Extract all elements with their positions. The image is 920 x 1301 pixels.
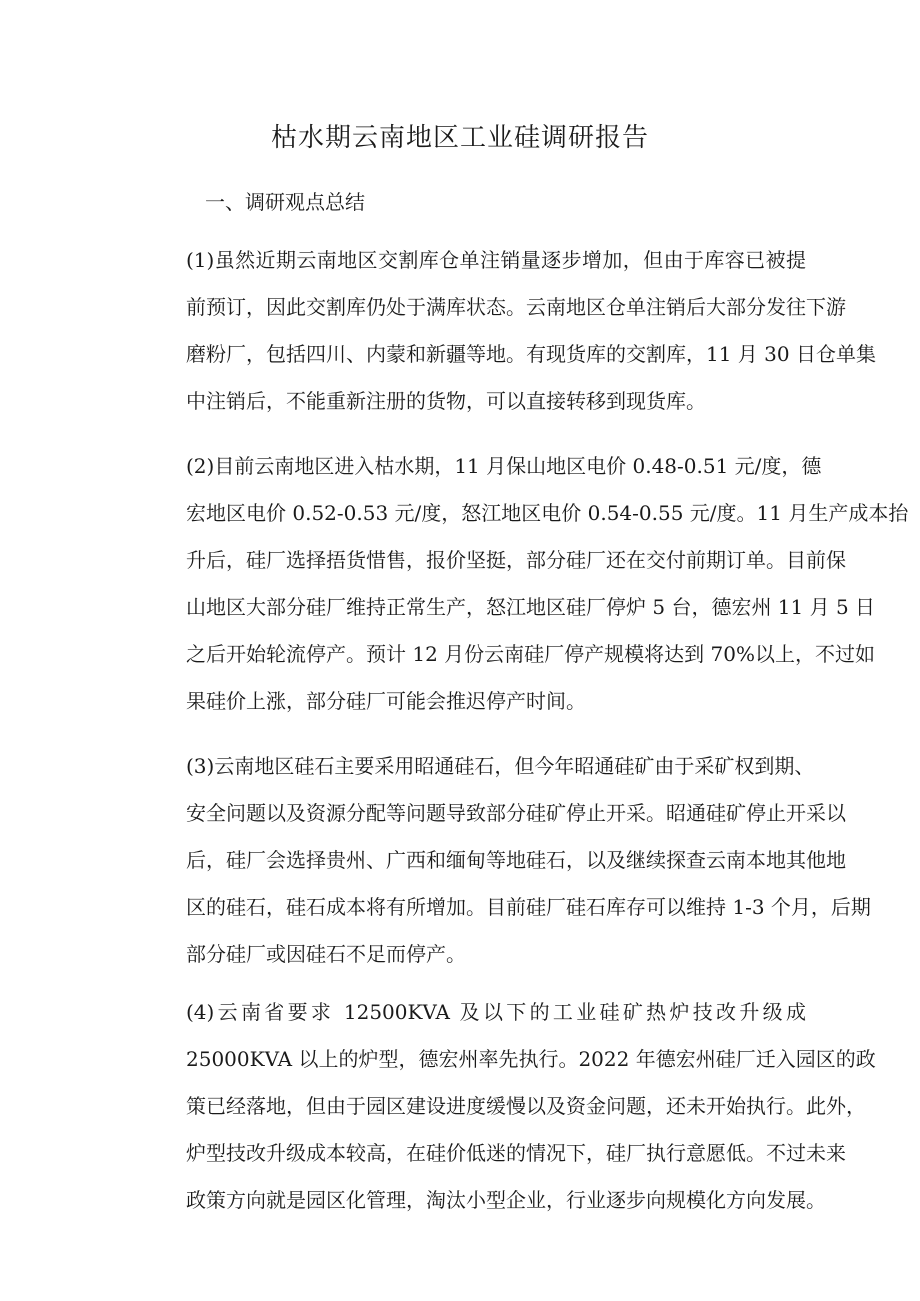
paragraph-line: 炉型技改升级成本较高，在硅价低迷的情况下，硅厂执行意愿低。不过未来 xyxy=(186,1141,846,1165)
paragraph-1 xyxy=(186,237,876,425)
paragraph-line: 前预订，因此交割库仍处于满库状态。云南地区仓单注销后大部分发往下游 xyxy=(186,295,846,319)
paragraph-line: 磨粉厂，包括四川、内蒙和新疆等地。有现货库的交割库，11 月 30 日仓单集 xyxy=(186,342,876,366)
paragraph-line: 山地区大部分硅厂维持正常生产，怒江地区硅厂停炉 5 台，德宏州 11 月 5 日 xyxy=(186,595,876,619)
paragraph-line: 果硅价上涨，部分硅厂可能会推迟停产时间。 xyxy=(186,689,586,713)
paragraph-2 xyxy=(186,443,909,725)
paragraph-line: 策已经落地，但由于园区建设进度缓慢以及资金问题，还未开始执行。此外， xyxy=(186,1094,866,1118)
paragraph-line: 升后，硅厂选择捂货惜售，报价坚挺，部分硅厂还在交付前期订单。目前保 xyxy=(186,548,846,572)
paragraph-line: 部分硅厂或因硅石不足而停产。 xyxy=(186,942,466,966)
paragraph-line: 之后开始轮流停产。预计 12 月份云南硅厂停产规模将达到 70%以上，不过如 xyxy=(186,642,875,666)
paragraph-line: 安全问题以及资源分配等问题导致部分硅矿停止开采。昭通硅矿停止开采以 xyxy=(186,801,846,825)
paragraph-line: 25000KVA 以上的炉型，德宏州率先执行。2022 年德宏州硅厂迁入园区的政 xyxy=(186,1047,876,1071)
paragraph-line: (1)虽然近期云南地区交割库仓单注销量逐步增加，但由于库容已被提 xyxy=(186,248,806,272)
paragraph-line: 后，硅厂会选择贵州、广西和缅甸等地硅石，以及继续探查云南本地其他地 xyxy=(186,848,846,872)
document-title: 枯水期云南地区工业硅调研报告 xyxy=(270,123,649,153)
paragraph-line: 宏地区电价 0.52-0.53 元/度，怒江地区电价 0.54-0.55 元/度。11 月生产成本抬 xyxy=(186,501,909,525)
paragraph-line: 政策方向就是园区化管理，淘汰小型企业，行业逐步向规模化方向发展。 xyxy=(186,1188,826,1212)
paragraph-line: (2)目前云南地区进入枯水期，11 月保山地区电价 0.48-0.51 元/度，德 xyxy=(186,454,822,478)
paragraph-line: 中注销后，不能重新注册的货物，可以直接转移到现货库。 xyxy=(186,389,706,413)
paragraph-line: (4)云南省要求 12500KVA 及以下的工业硅矿热炉技改升级成 xyxy=(186,1000,806,1024)
section-heading: 一、调研观点总结 xyxy=(205,190,365,214)
paragraph-4 xyxy=(186,989,876,1224)
paragraph-3 xyxy=(186,743,871,978)
paragraph-line: 区的硅石，硅石成本将有所增加。目前硅厂硅石库存可以维持 1-3 个月，后期 xyxy=(186,895,871,919)
paragraph-line: (3)云南地区硅石主要采用昭通硅石，但今年昭通硅矿由于采矿权到期、 xyxy=(186,754,815,778)
